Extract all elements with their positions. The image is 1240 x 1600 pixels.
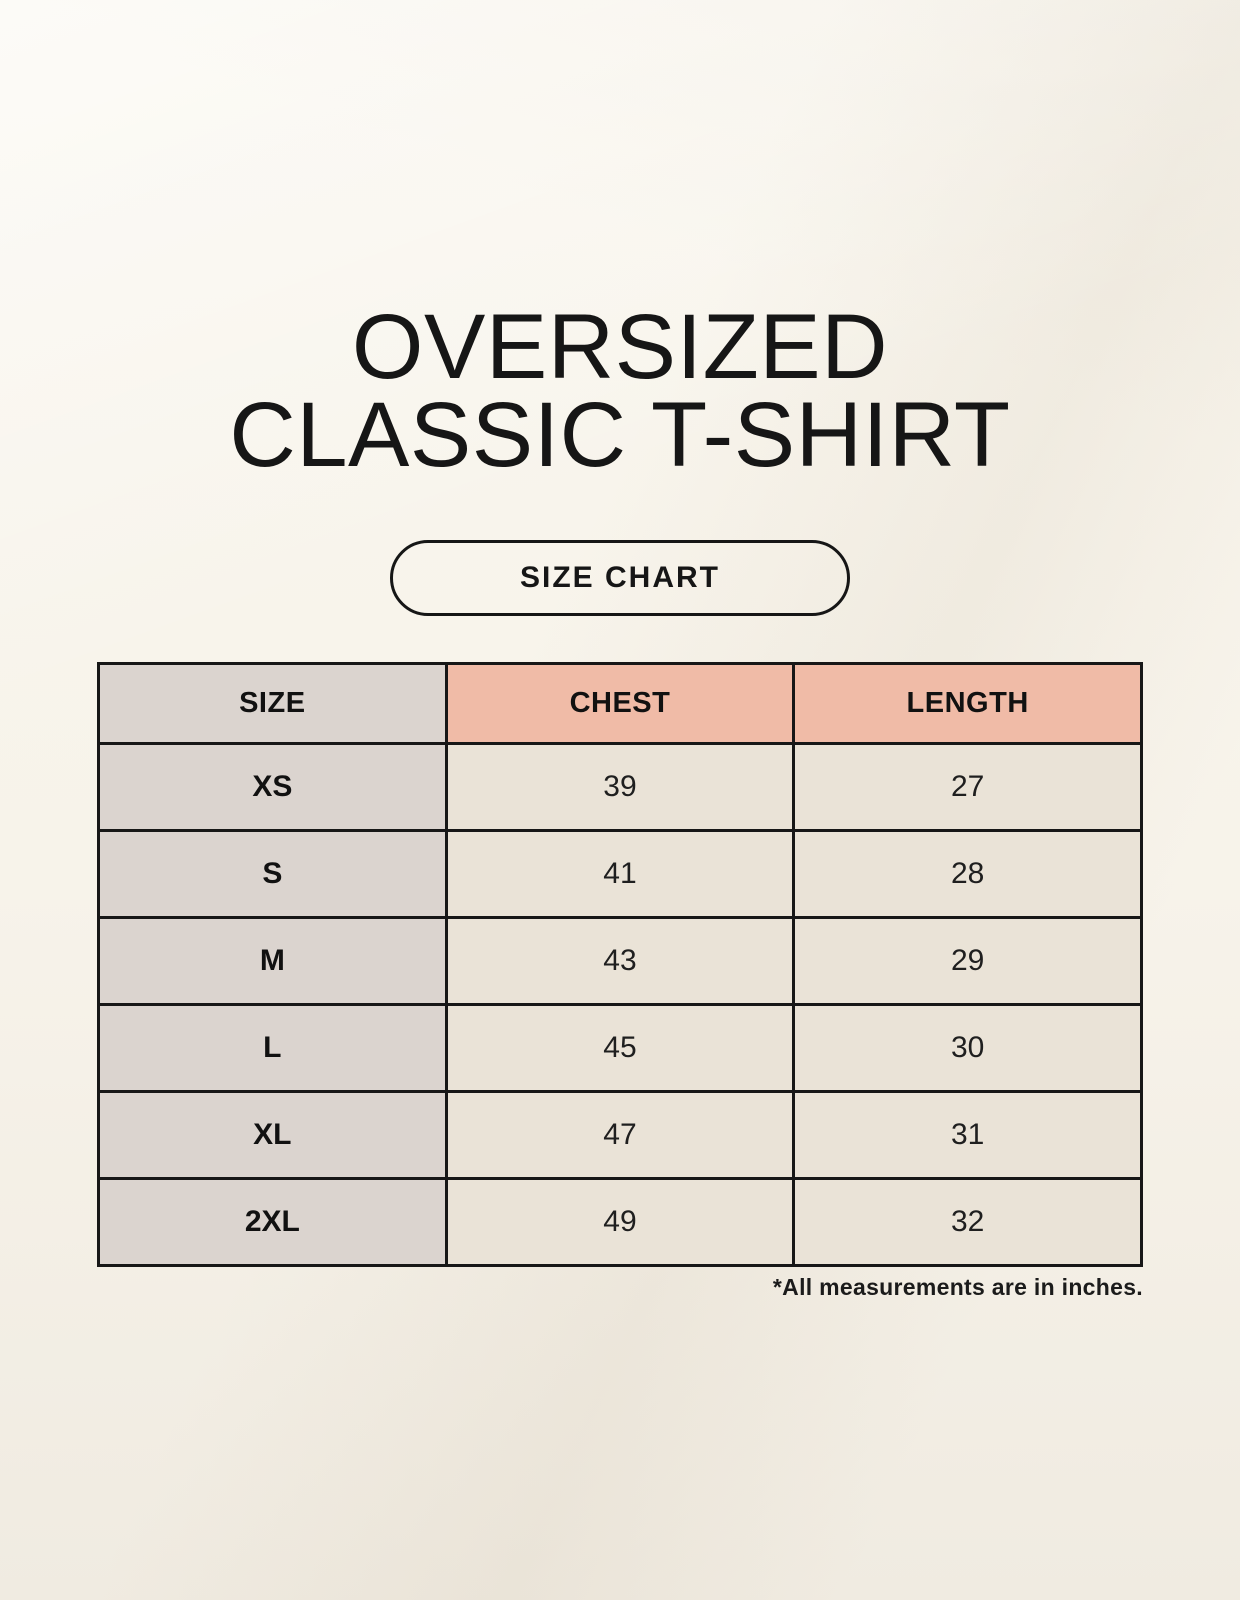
length-value-cell: 28 [794, 831, 1142, 918]
chest-value-cell: 45 [446, 1005, 794, 1092]
table-row [99, 1092, 1142, 1179]
length-value-cell: 31 [794, 1092, 1142, 1179]
length-value-cell: 30 [794, 1005, 1142, 1092]
column-header-chest: CHEST [446, 664, 794, 744]
size-label-cell: L [99, 1005, 447, 1092]
chest-value-cell: 39 [446, 744, 794, 831]
table-row [99, 1005, 1142, 1092]
size-label-cell: M [99, 918, 447, 1005]
column-header-size: SIZE [99, 664, 447, 744]
chest-value-cell: 43 [446, 918, 794, 1005]
table-row [99, 744, 1142, 831]
page-title-line2: CLASSIC T-SHIRT [229, 384, 1011, 486]
measurements-footnote: *All measurements are in inches. [772, 1274, 1143, 1300]
length-value-cell: 32 [794, 1179, 1142, 1266]
page-title-line1: OVERSIZED [351, 296, 889, 398]
chest-value-cell: 47 [446, 1092, 794, 1179]
chest-value-cell: 49 [446, 1179, 794, 1266]
size-chart-button[interactable] [390, 540, 850, 616]
table-header-row [99, 664, 1142, 744]
size-label-cell: S [99, 831, 447, 918]
table-row [99, 831, 1142, 918]
table-row [99, 1179, 1142, 1266]
size-table [97, 662, 1143, 1267]
length-value-cell: 29 [794, 918, 1142, 1005]
size-label-cell: XS [99, 744, 447, 831]
table-row [99, 918, 1142, 1005]
column-header-length: LENGTH [794, 664, 1142, 744]
size-label-cell: XL [99, 1092, 447, 1179]
size-chart-button-label: SIZE CHART [520, 561, 720, 594]
page-title [0, 296, 1240, 486]
length-value-cell: 27 [794, 744, 1142, 831]
chest-value-cell: 41 [446, 831, 794, 918]
size-label-cell: 2XL [99, 1179, 447, 1266]
